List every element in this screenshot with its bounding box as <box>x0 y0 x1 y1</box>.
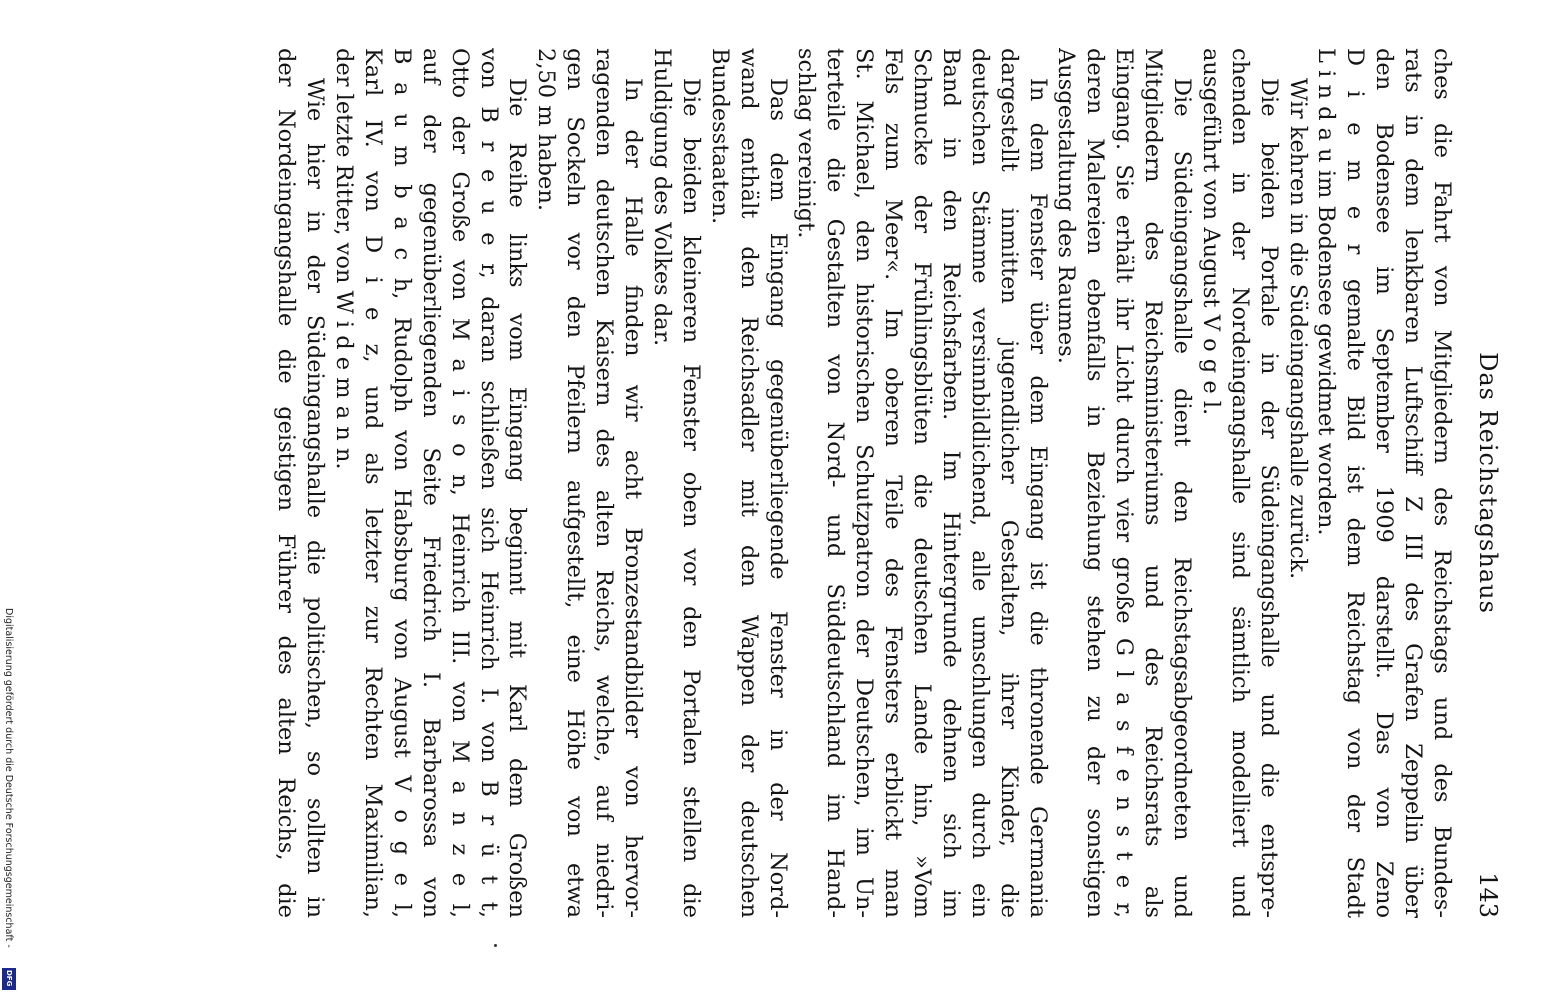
text-line: auf der gegenüberliegenden Seite Friedrich I. Barbarossa von <box>417 48 444 918</box>
text-line: Die beiden kleineren Fenster oben vor den Portalen stellen die <box>677 78 704 918</box>
text-line: von B r e u e r, daran schließen sich Heinrich I. von B r ü t t, <box>475 48 502 918</box>
dfg-logo-text: DFG <box>5 970 13 987</box>
text-line: der letzte Ritter, von W i d e m a n n. <box>331 48 358 470</box>
text-line: In der Halle finden wir acht Bronzestandbilder von hervor- <box>620 78 647 918</box>
text-line: deren Malereien ebenfalls in Beziehung stehen zu der sonstigen <box>1082 48 1109 918</box>
book-page <box>102 48 1502 918</box>
text-line: gen Sockeln vor den Pfeilern aufgestellt, eine Höhe von etwa <box>562 48 589 918</box>
text-line: Bundesstaaten. <box>706 48 733 225</box>
text-line: Huldigung des Volkes dar. <box>648 48 675 347</box>
text-line: Fels zum Meer«. Im oberen Teile des Fensters erblickt man <box>880 48 907 918</box>
text-line: Die Reihe links vom Eingang beginnt mit Karl dem Großen <box>504 78 531 918</box>
digitization-credit <box>2 608 18 972</box>
text-line: Mitgliedern des Reichsministeriums und des Reichsrats als <box>1140 48 1167 918</box>
text-line: In dem Fenster über dem Eingang ist die thronende Germania <box>1024 78 1051 918</box>
page-number: 143 <box>1474 872 1502 918</box>
text-line: Otto der Große von M a i s o n, Heinrich III. von M a n z e l, <box>446 48 473 918</box>
text-line: Die beiden Portale in der Südeingangshalle und die entspre- <box>1255 78 1282 918</box>
text-line: Schmucke der Frühlingsblüten die deutschen Lande hin, »Vom <box>908 48 935 918</box>
text-line: der Nordeingangshalle die geistigen Führer des alten Reichs, die <box>273 48 300 918</box>
text-line: deutschen Stämme versinnbildlichend, alle umschlungen durch ein <box>966 48 993 918</box>
text-line: schlag vereinigt. <box>793 48 820 239</box>
text-line: 2,50 m haben. <box>533 48 560 212</box>
text-line: wand enthält den Reichsadler mit den Wappen der deutschen <box>735 48 762 918</box>
text-line: Band in den Reichsfarben. Im Hintergrunde dehnen sich im <box>937 48 964 918</box>
text-line: B a u m b a c h, Rudolph von Habsburg von August V o g e l, <box>388 48 415 918</box>
text-line: den Bodensee im September 1909 darstellt. Das von Zeno <box>1371 48 1398 918</box>
text-line: Wir kehren in die Südeingangshalle zurück. <box>1284 78 1311 580</box>
digitization-credit-text: Digitalisierung gefördert durch die Deutsche Forschungsgemeinschaft - <box>3 608 14 948</box>
text-line: Eingang. Sie erhält ihr Licht durch vier große G l a s f e n s t e r, <box>1111 48 1138 918</box>
text-line: Wie hier in der Südeingangshalle die politischen, so sollten in <box>302 78 329 918</box>
text-line: ches die Fahrt von Mitgliedern des Reichstags und des Bundes- <box>1429 48 1455 918</box>
text-line: chenden in der Nordeingangshalle sind sämtlich modelliert und <box>1226 48 1253 918</box>
text-line: terteile die Gestalten von Nord- und Süddeutschland im Hand- <box>822 48 849 918</box>
text-line: ragenden deutschen Kaisern des alten Reichs, welche, auf niedri- <box>591 48 618 918</box>
text-line: Das dem Eingang gegenüberliegende Fenster in der Nord- <box>764 78 791 918</box>
text-line: ausgeführt von August V o g e l. <box>1197 48 1224 416</box>
running-head: Das Reichstagshaus <box>1474 352 1502 614</box>
scan-speck <box>494 944 497 947</box>
page-header <box>1468 48 1502 918</box>
text-line: L i n d a u im Bodensee gewidmet worden. <box>1313 48 1340 536</box>
text-line: D i e m e r gemalte Bild ist dem Reichstag von der Stadt <box>1342 48 1369 918</box>
text-line: Ausgestaltung des Raumes. <box>1053 48 1080 364</box>
dfg-logo <box>2 968 16 990</box>
body-text <box>271 48 1456 918</box>
text-line: Karl IV. von D i e z, und als letzter zur Rechten Maximilian, <box>360 48 387 918</box>
text-line: dargestellt inmitten jugendlicher Gestalten, ihrer Kinder, die <box>995 48 1022 918</box>
text-line: Die Südeingangshalle dient den Reichstagsabgeordneten und <box>1168 78 1195 918</box>
text-line: rats in dem lenkbaren Luftschiff Z III des Grafen Zeppelin über <box>1400 48 1427 918</box>
text-line: St. Michael, den historischen Schutzpatron der Deutschen, im Un- <box>851 48 878 918</box>
